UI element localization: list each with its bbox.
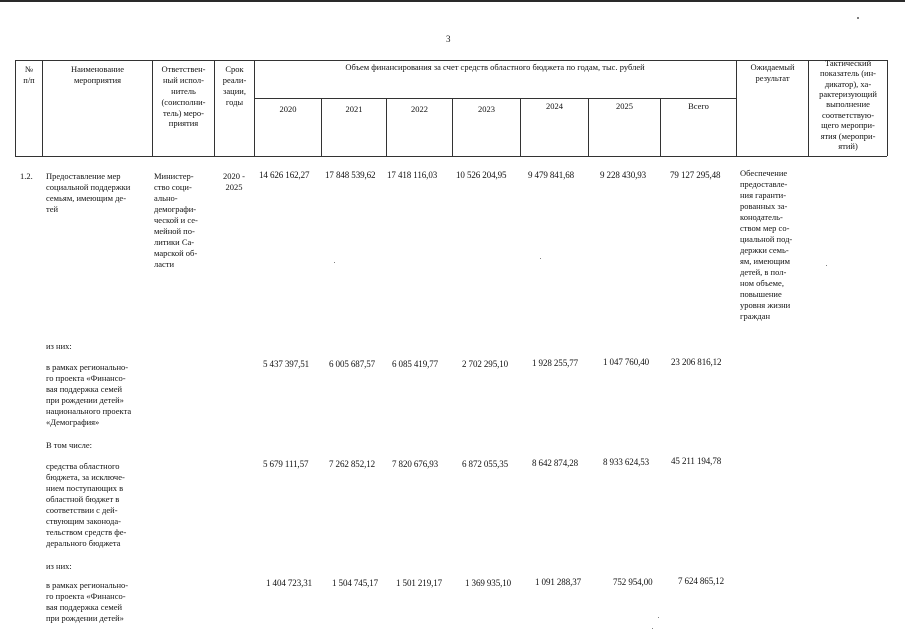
section-label: из них:	[46, 561, 72, 571]
row-name-line: го проекта «Финансо-	[46, 591, 126, 601]
result-line: ном объеме,	[740, 278, 784, 288]
value-2020: 5 437 397,51	[263, 359, 310, 369]
value-2021: 1 504 745,17	[332, 578, 379, 588]
row-name-line: дерального бюджета	[46, 538, 121, 548]
value-total: 45 211 194,78	[671, 456, 722, 466]
value-2022: 1 501 219,17	[396, 578, 443, 588]
value-2020: 1 404 723,31	[266, 578, 313, 588]
header-year: 2021	[345, 104, 363, 114]
header-term: Срок реали- зации, годы	[222, 64, 247, 107]
row-name-line: тей	[46, 204, 59, 214]
row-name-line: национального проекта	[46, 406, 132, 416]
responsible-line: демографи-	[154, 204, 197, 214]
value-total: 7 624 865,12	[678, 576, 725, 586]
row-name-line: областной бюджет в	[46, 494, 120, 504]
result-line: граждан	[740, 311, 771, 321]
row-name-line: вая поддержка семей	[46, 602, 123, 612]
header-year: 2020	[279, 104, 297, 114]
page-number: 3	[446, 34, 451, 44]
result-line: Обеспечение	[740, 168, 788, 178]
value-2021: 6 005 687,57	[329, 359, 376, 369]
header-name: Наименование мероприятия	[71, 64, 124, 85]
header-num: № п/п	[23, 64, 35, 85]
value-2020: 14 626 162,27	[259, 170, 310, 180]
value-2025: 1 047 760,40	[603, 357, 650, 367]
value-2025: 752 954,00	[613, 577, 653, 587]
header-year: 2023	[478, 104, 495, 114]
result-line: циальной под-	[740, 234, 793, 244]
scan-speck	[652, 628, 653, 629]
row-name-line: бюджета, за исключе-	[46, 472, 125, 482]
years-sub-rule	[254, 98, 736, 99]
value-2025: 9 228 430,93	[600, 170, 647, 180]
header-funding: Объем финансирования за счет средств областного бюджета по годам, тыс. рублей	[345, 62, 645, 72]
row-name-line: Предоставление мер	[46, 171, 121, 181]
header-year: 2025	[616, 101, 633, 111]
header-indicator: Тактический показатель (ин- дикатор), ха- рактеризующий выполнение соответствую- щего меропри- ятия (меропри- ятий)	[819, 58, 877, 151]
scan-speck	[658, 617, 659, 618]
header-bottom-rule	[15, 156, 887, 157]
result-line: рованных за-	[740, 201, 788, 211]
value-total: 23 206 816,12	[671, 357, 722, 367]
value-2023: 6 872 055,35	[462, 459, 509, 469]
term-value: 2020 - 2025	[223, 171, 245, 192]
value-2024: 1 091 288,37	[535, 577, 582, 587]
row-name-line: семьям, имеющим де-	[46, 193, 127, 203]
responsible-line: ческой и се-	[154, 215, 198, 225]
result-line: ния гаранти-	[740, 190, 787, 200]
value-2020: 5 679 111,57	[263, 459, 309, 469]
row-name-line: средства областного	[46, 461, 120, 471]
value-2022: 6 085 419,77	[392, 359, 439, 369]
responsible-line: Министер-	[154, 171, 194, 181]
row-name-line: вая поддержка семей	[46, 384, 123, 394]
value-2023: 1 369 935,10	[465, 578, 512, 588]
value-2021: 17 848 539,62	[325, 170, 376, 180]
responsible-line: ально-	[154, 193, 178, 203]
scan-speck	[334, 262, 335, 263]
row-name-line: нием поступающих в	[46, 483, 124, 493]
row-name-line: го проекта «Финансо-	[46, 373, 126, 383]
section-label: из них:	[46, 341, 72, 351]
result-line: конодатель-	[740, 212, 783, 222]
row-name-line: в рамках регионально-	[46, 362, 129, 372]
header-expected: Ожидаемый результат	[750, 62, 795, 83]
row-name-line: «Демография»	[46, 417, 100, 427]
value-2024: 1 928 255,77	[532, 358, 579, 368]
row-number: 1.2.	[20, 171, 33, 181]
value-2024: 9 479 841,68	[528, 170, 575, 180]
result-line: детей, в пол-	[740, 267, 787, 277]
scan-speck	[857, 17, 859, 19]
result-line: повышение	[740, 289, 782, 299]
responsible-line: ство соци-	[154, 182, 192, 192]
header-responsible: Ответствен- ный испол- нитель (соисполни- тель) меро- приятия	[161, 64, 206, 129]
value-2021: 7 262 852,12	[329, 459, 376, 469]
row-name-line: в рамках регионально-	[46, 580, 129, 590]
responsible-line: литики Са-	[154, 237, 195, 247]
responsible-line: ласти	[154, 259, 175, 269]
scan-speck	[540, 258, 541, 259]
responsible-line: марской об-	[154, 248, 198, 258]
scan-speck	[826, 265, 827, 266]
value-total: 79 127 295,48	[670, 170, 721, 180]
col-line	[887, 60, 888, 156]
result-line: ством мер со-	[740, 223, 790, 233]
row-name-line: соответствии с дей-	[46, 505, 118, 515]
value-2023: 10 526 204,95	[456, 170, 507, 180]
section-label: В том числе:	[46, 440, 92, 450]
row-name-line: тельством средств фе-	[46, 527, 127, 537]
value-2025: 8 933 624,53	[603, 457, 650, 467]
row-name-line: при рождении детей»	[46, 613, 124, 623]
result-line: предоставле-	[740, 179, 788, 189]
header-top-rule	[15, 60, 887, 61]
value-2023: 2 702 295,10	[462, 359, 509, 369]
value-2024: 8 642 874,28	[532, 458, 579, 468]
result-line: держки семь-	[740, 245, 789, 255]
header-total: Всего	[688, 101, 709, 111]
header-year: 2022	[411, 104, 428, 114]
responsible-line: мейной по-	[154, 226, 195, 236]
scan-top-border	[0, 0, 905, 2]
row-name-line: ствующим законода-	[46, 516, 121, 526]
header-year: 2024	[546, 101, 563, 111]
result-line: ям, имеющим	[740, 256, 791, 266]
row-name-line: при рождении детей»	[46, 395, 124, 405]
result-line: уровня жизни	[740, 300, 791, 310]
value-2022: 17 418 116,03	[387, 170, 438, 180]
row-name-line: социальной поддержки	[46, 182, 131, 192]
value-2022: 7 820 676,93	[392, 459, 439, 469]
